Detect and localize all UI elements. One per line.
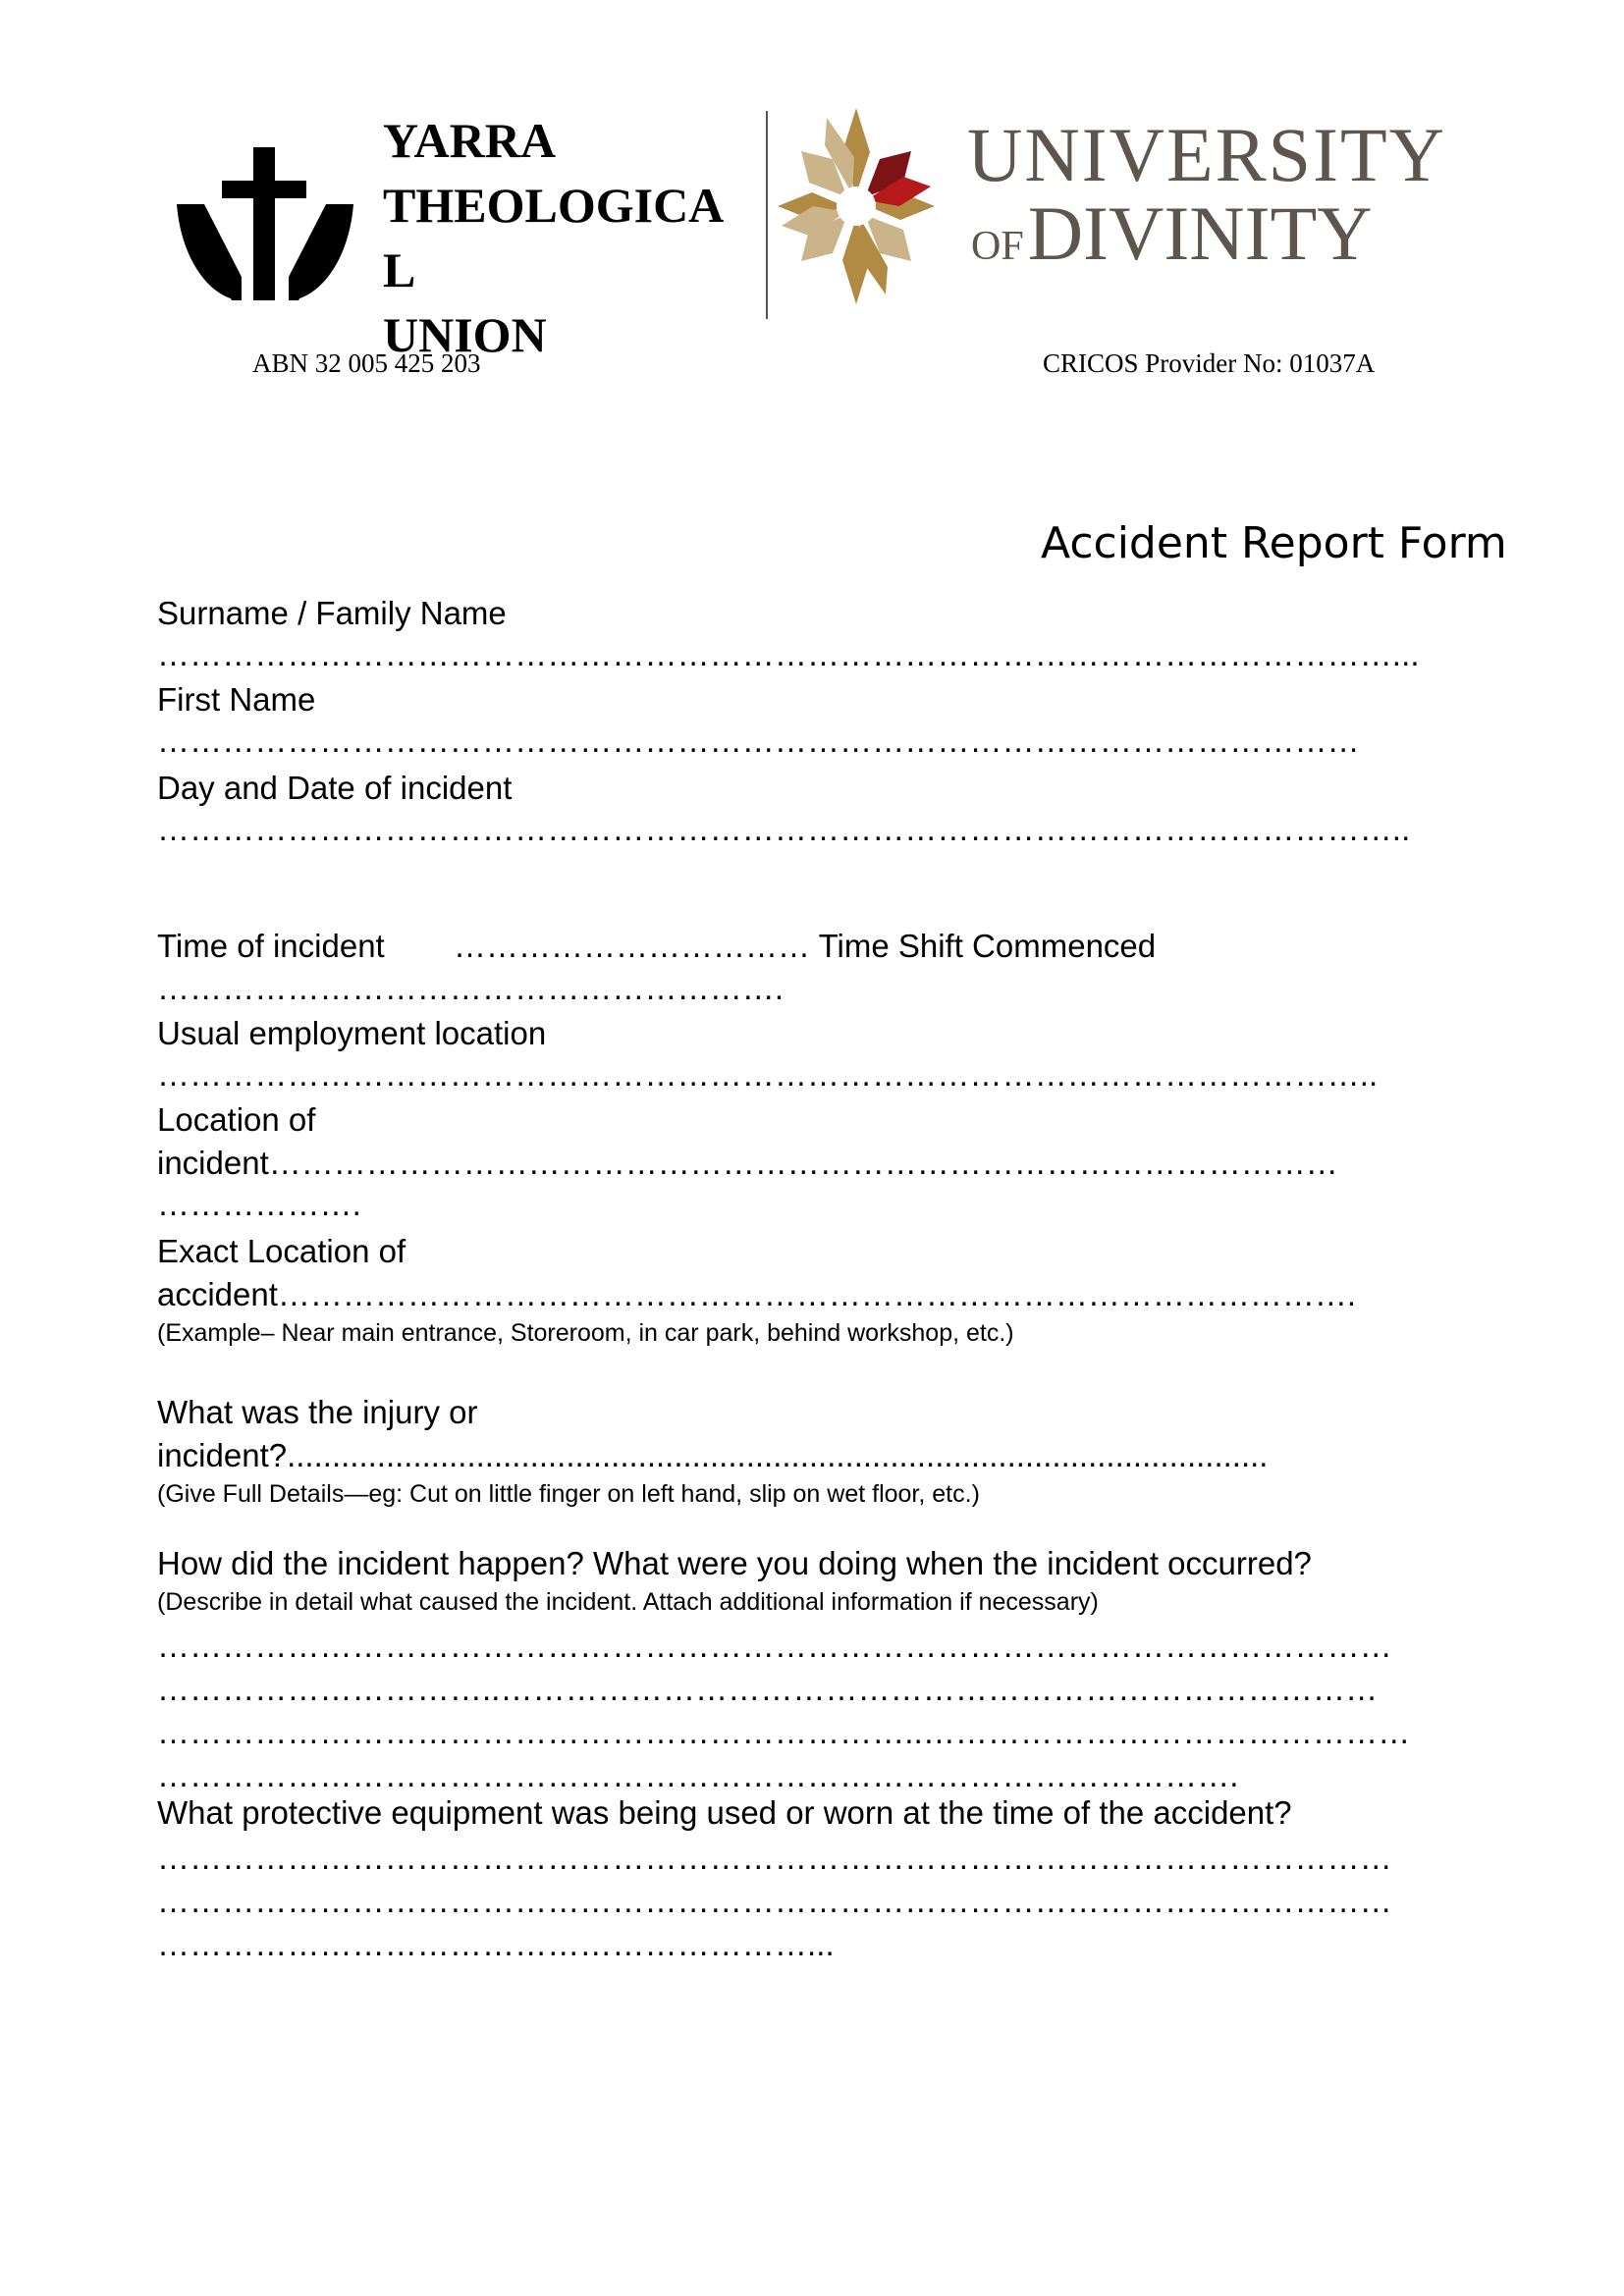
time-of-incident-label: Time of incident — [157, 928, 385, 964]
surname-label: Surname / Family Name — [157, 595, 507, 631]
ytu-name-line: YARRA — [383, 113, 556, 168]
university-wordmark-line2 — [971, 190, 1446, 286]
surname-field[interactable]: ……………………………………………………………………………………………………... — [157, 636, 1420, 672]
injury-note: (Give Full Details—eg: Cut on little finger on left hand, slip on wet floor, etc.) — [157, 1480, 980, 1508]
university-wordmark — [967, 112, 1446, 286]
university-wordmark-of: OF — [971, 224, 1024, 269]
how-incident-happened-line[interactable]: ………………………………………………………………………………………. — [157, 1757, 1239, 1793]
usual-employment-location-label: Usual employment location — [157, 1015, 547, 1051]
injury-label: What was the injury or — [157, 1394, 478, 1430]
how-incident-happened-label: How did the incident happen? What were you doing when the incident occurred? — [157, 1545, 1312, 1581]
ytu-name-line: UNION — [383, 307, 547, 362]
exact-location-label: Exact Location of — [157, 1233, 406, 1269]
ytu-name-line: L — [383, 242, 416, 297]
date-of-incident-label: Day and Date of incident — [157, 770, 513, 806]
ytu-name-line: THEOLOGICA — [383, 178, 725, 233]
location-of-incident-label: Location of — [157, 1101, 316, 1138]
header-divider — [766, 111, 768, 319]
abn-number: ABN 32 005 425 203 — [252, 348, 481, 378]
form-title: Accident Report Form — [1041, 518, 1507, 568]
first-name-field[interactable]: ………………………………………………………………………………………………… — [157, 722, 1360, 759]
university-wordmark-line1: UNIVERSITY — [967, 112, 1446, 197]
protective-equipment-line[interactable]: …………………………………………………………………………………………………… — [157, 1840, 1392, 1876]
how-incident-happened-line[interactable]: ……………………………………………………………..……………………………………… — [157, 1714, 1411, 1750]
injury-field[interactable]: incident?............................................................................................................. — [157, 1437, 1269, 1473]
time-of-incident-field[interactable]: …………………………… Time Shift Commenced — [454, 928, 1157, 964]
date-of-incident-field[interactable]: …………………………………………………………………………………………………….. — [157, 811, 1411, 847]
how-incident-happened-line[interactable]: …………………………..……………………………………………………………………… — [157, 1671, 1379, 1707]
location-of-incident-field[interactable]: incident……………………………………………………………………………………… — [157, 1145, 1338, 1181]
ytu-cross-logo — [177, 147, 353, 306]
how-incident-happened-note: (Describe in detail what caused the incident. Attach additional information if necessary) — [157, 1588, 1099, 1616]
protective-equipment-line[interactable]: ……………………………………………………... — [157, 1926, 835, 1962]
protective-equipment-line[interactable]: …………………………………………………………………………………………………… — [157, 1883, 1392, 1919]
protective-equipment-label: What protective equipment was being used or worn at the time of the accident? — [157, 1794, 1292, 1831]
university-wordmark-divinity: DIVINITY — [1027, 190, 1373, 276]
exact-location-field[interactable]: accident………………………………………………………………………………………. — [157, 1276, 1357, 1312]
time-shift-commenced-field[interactable]: …………………………………………………. — [157, 970, 785, 1006]
university-star-logo — [776, 98, 938, 314]
cricos-provider-number: CRICOS Provider No: 01037A — [1043, 348, 1376, 378]
ytu-name — [383, 108, 727, 362]
usual-employment-location-field[interactable]: ………………………………………………………………………………………………….. — [157, 1056, 1379, 1093]
how-incident-happened-line[interactable]: …………………………………………………………………………………………………… — [157, 1628, 1392, 1664]
location-of-incident-field-continued[interactable]: ………………. — [157, 1186, 361, 1222]
first-name-label: First Name — [157, 681, 316, 718]
exact-location-note: (Example– Near main entrance, Storeroom, in car park, behind workshop, etc.) — [157, 1319, 1014, 1347]
